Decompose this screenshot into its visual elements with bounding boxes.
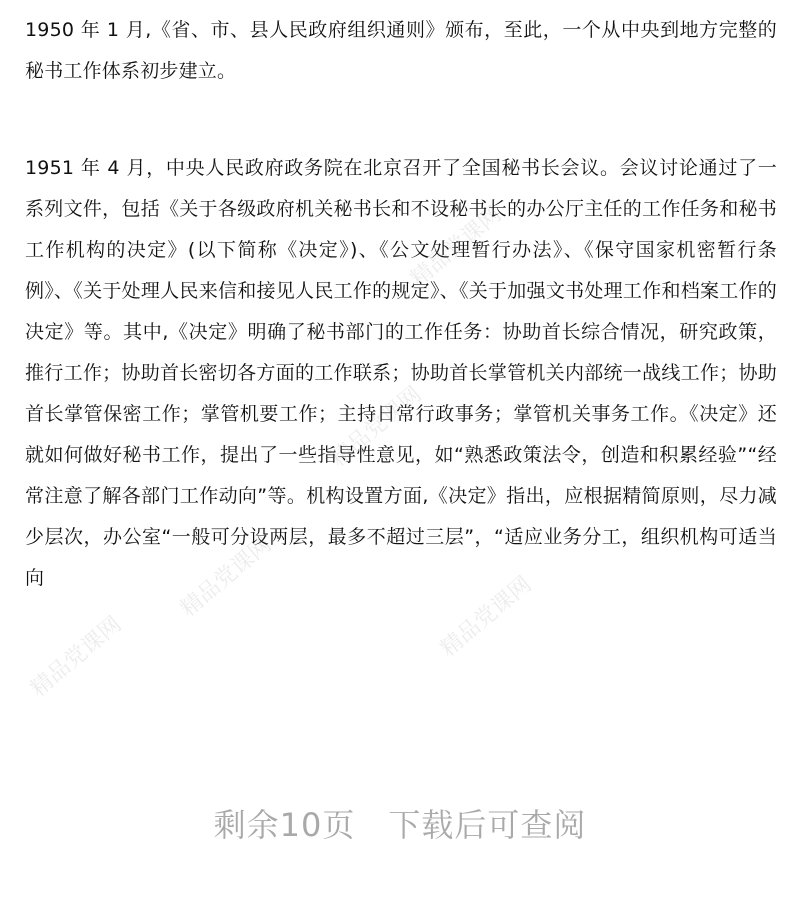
watermark: 精品党课网 bbox=[26, 612, 127, 702]
watermark: 精品党课网 bbox=[436, 572, 537, 662]
watermark: 精品党课网 bbox=[326, 382, 427, 472]
watermark: 精品党课网 bbox=[176, 532, 277, 622]
paragraph-2: 1951 年 4 月，中央人民政府政务院在北京召开了全国秘书长会议。会议讨论通过了一系列文件，包括《关于各级政府机关秘书长和不设秘书长的办公厅主任的工作任务和秘书工作机构的决定》(以下简称《决定》)、《公文处理暂行办法》、《保守国家机密暂行条例》、《关于处理人民来信和接见人民工作的规定》、《关于加强文书处理工作和档案工作的决定》等。其中,《决定》明确了秘书部门的工作任务：协助首长综合情况，研究政策，推行工作；协助首长密切各方面的工作联系；协助首长掌管机关内部统一战线工作；协助首长掌管保密工作；掌管机要工作；主持日常行政事务；掌管机关事务工作。《决定》还就如何做好秘书工作，提出了一些指导性意见，如“熟悉政策法令，创造和积累经验”“经常注意了解各部门工作动向”等。机构设置方面,《决定》指出，应根据精简原则，尽力减少层次，办公室“一般可分设两层，最多不超过三层”，“适应业务分工，组织机构可适当向 bbox=[25, 157, 777, 589]
watermark: 精品党课网 bbox=[406, 202, 507, 292]
paragraph-1: 1950 年 1 月,《省、市、县人民政府组织通则》颁布，至此，一个从中央到地方完整的秘书工作体系初步建立。 bbox=[25, 19, 777, 82]
remaining-pages-notice[interactable]: 剩余10页 下载后可查阅 bbox=[213, 806, 587, 844]
